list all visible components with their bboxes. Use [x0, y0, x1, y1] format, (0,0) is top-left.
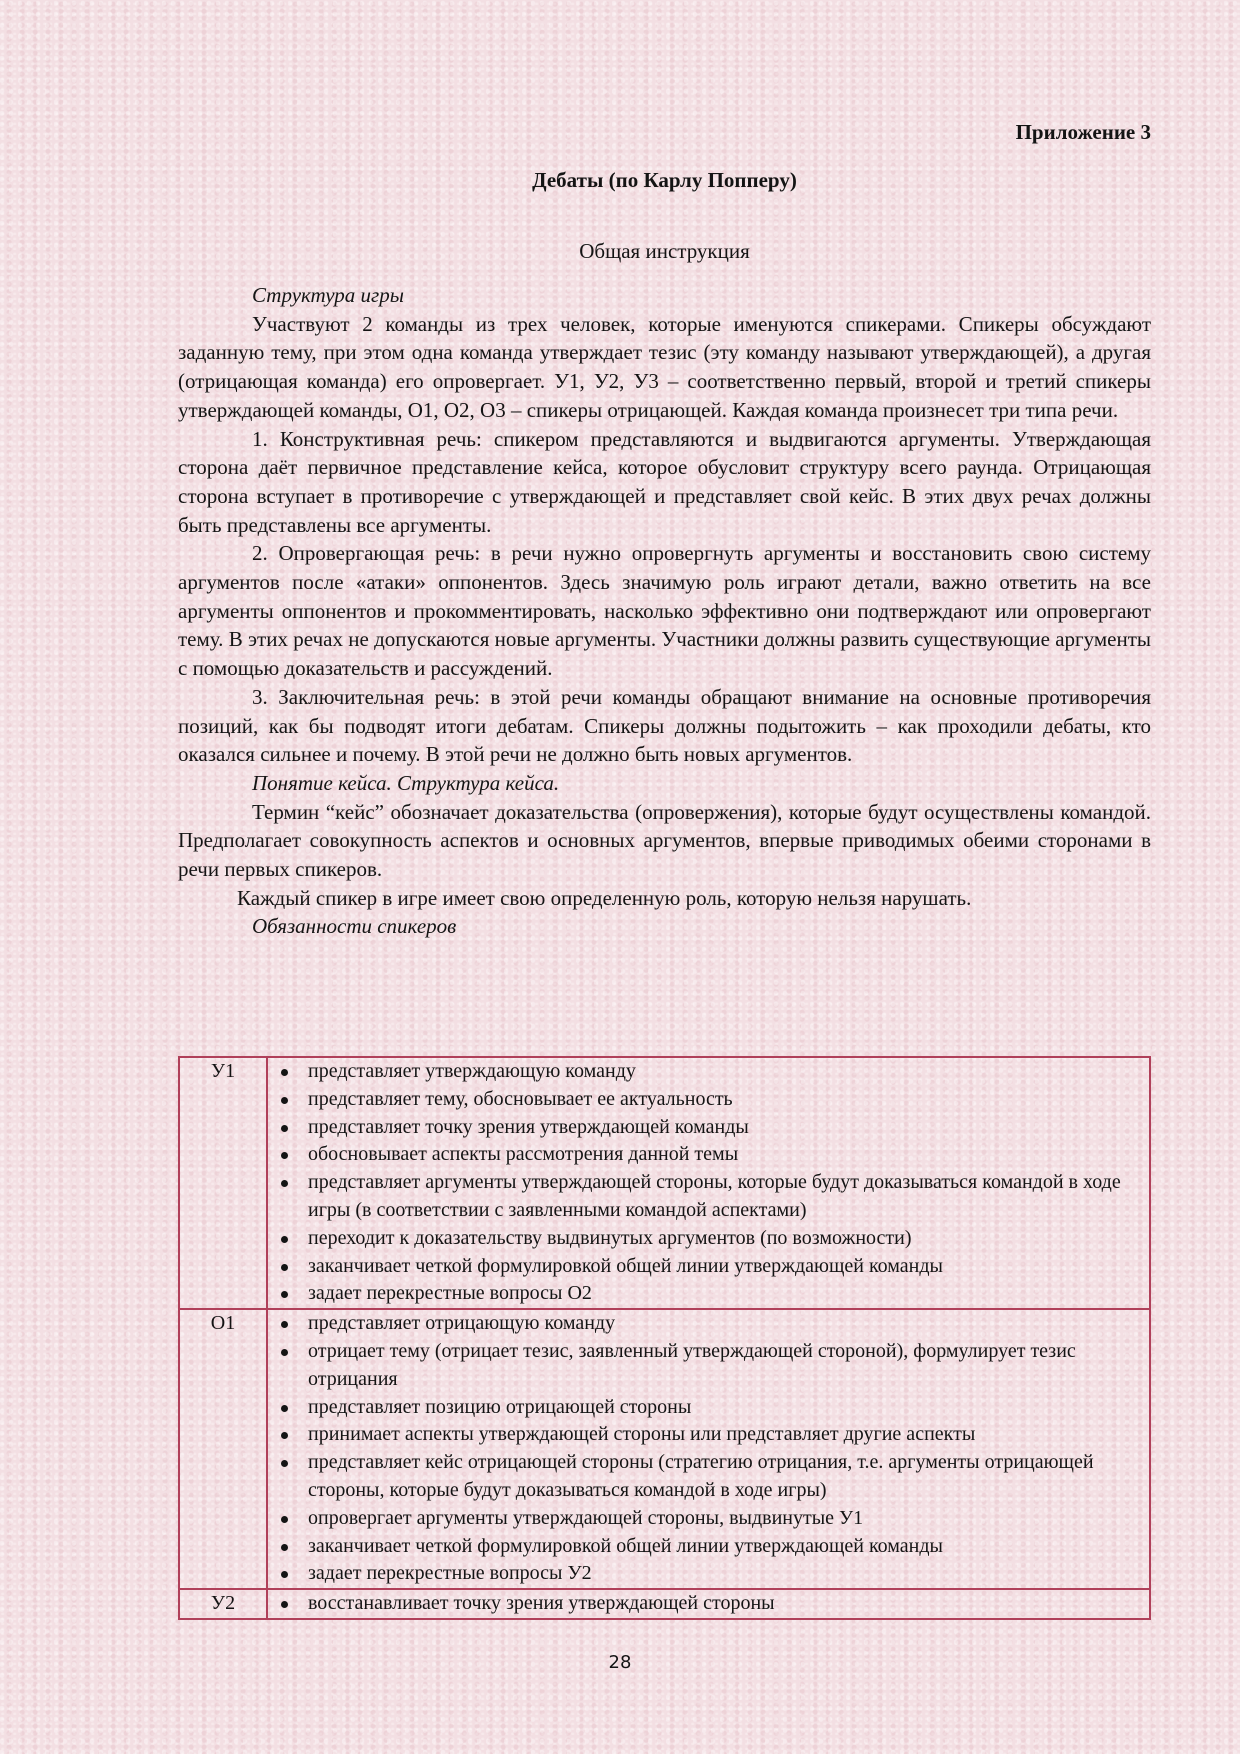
list-item: заканчивает четкой формулировкой общей линии утверждающей команды — [268, 1253, 1149, 1281]
list-item: опровергает аргументы утверждающей стороны, выдвинутые У1 — [268, 1505, 1149, 1533]
appendix-label: Приложение 3 — [1015, 120, 1151, 144]
list-item: представляет позицию отрицающей стороны — [268, 1394, 1149, 1422]
speaker-duties-cell — [267, 1589, 1150, 1619]
list-item: задает перекрестные вопросы О2 — [268, 1280, 1149, 1308]
list-item: принимает аспекты утверждающей стороны или представляет другие аспекты — [268, 1421, 1149, 1449]
list-item: представляет аргументы утверждающей стороны, которые будут доказываться командой в ходе игры (в соответствии с заявленными командой аспектами) — [268, 1169, 1149, 1225]
section-subtitle: Общая инструкция — [579, 239, 750, 263]
list-item: представляет точку зрения утверждающей команды — [268, 1114, 1149, 1142]
heading-case-concept: Понятие кейса. Структура кейса. — [252, 770, 560, 795]
speaker-role-cell: У2 — [179, 1589, 267, 1619]
speaker-role-cell: О1 — [179, 1309, 267, 1589]
paragraph-rebuttal-speech: 2. Опровергающая речь: в речи нужно опровергнуть аргументы и восстановить свою систему аргументов после «атаки» оппонентов. Здесь значимую роль играют детали, важно ответить на все аргументы оппонентов и прокомментировать, насколько эффективно они подтверждают или опровергают тему. В этих речах не допускаются новые аргументы. Участники должны развить существующие аргументы с помощью доказательств и рассуждений. — [178, 541, 1151, 681]
list-item: обосновывает аспекты рассмотрения данной темы — [268, 1141, 1149, 1169]
paragraph-case-definition: Термин “кейс” обозначает доказательства (опровержения), которые будут осуществлены командой. Предполагает совокупность аспектов и основных аргументов, впервые приводимых обеими сторонами в речи первых спикеров. — [178, 799, 1151, 882]
paragraph-closing-speech: 3. Заключительная речь: в этой речи команды обращают внимание на основные противоречия позиций, как бы подводят итоги дебатам. Спикеры должны подытожить – как проходили дебаты, кто оказался сильнее и почему. В этой речи не должно быть новых аргументов. — [178, 684, 1151, 767]
list-item: задает перекрестные вопросы У2 — [268, 1560, 1149, 1588]
list-item: отрицает тему (отрицает тезис, заявленный утверждающей стороной), формулирует тезис отрицания — [268, 1338, 1149, 1394]
duties-list — [268, 1058, 1149, 1308]
list-item: восстанавливает точку зрения утверждающей стороны — [268, 1590, 1149, 1618]
speaker-duties-cell — [267, 1309, 1150, 1589]
paragraph-speaker-roles: Каждый спикер в игре имеет свою определенную роль, которую нельзя нарушать. — [237, 885, 972, 910]
speaker-duties-table — [178, 1056, 1151, 1620]
list-item: представляет отрицающую команду — [268, 1310, 1149, 1338]
duties-list — [268, 1310, 1149, 1588]
paragraph-constructive-speech: 1. Конструктивная речь: спикером представляются и выдвигаются аргументы. Утверждающая сторона даёт первичное представление кейса, которое обусловит структуру всего раунда. Отрицающая сторона вступает в противоречие с утверждающей и представляет свой кейс. В этих двух речах должны быть представлены все аргументы. — [178, 426, 1151, 537]
speaker-role-cell: У1 — [179, 1057, 267, 1309]
list-item: представляет кейс отрицающей стороны (стратегию отрицания, т.е. аргументы отрицающей стороны, которые будут доказываться командой в ходе игры) — [268, 1449, 1149, 1505]
heading-game-structure: Структура игры — [252, 283, 404, 307]
body-text — [178, 281, 1151, 941]
heading-speaker-duties: Обязанности спикеров — [252, 914, 457, 939]
table-row — [179, 1589, 1150, 1619]
table-row — [179, 1057, 1150, 1309]
speaker-duties-cell — [267, 1057, 1150, 1309]
paragraph-intro: Участвуют 2 команды из трех человек, которые именуются спикерами. Спикеры обсуждают заданную тему, при этом одна команда утверждает тезис (эту команду называют утверждающей), а другая (отрицающая команда) его опровергает. У1, У2, У3 – соответственно первый, второй и третий спикеры утверждающей команды, О1, О2, О3 – спикеры отрицающей. Каждая команда произнесет три типа речи. — [178, 311, 1151, 422]
list-item: представляет утверждающую команду — [268, 1058, 1149, 1086]
duties-list — [268, 1590, 1149, 1618]
list-item: заканчивает четкой формулировкой общей линии утверждающей команды — [268, 1533, 1149, 1561]
table-row — [179, 1309, 1150, 1589]
page-number: 28 — [608, 1652, 632, 1673]
list-item: переходит к доказательству выдвинутых аргументов (по возможности) — [268, 1225, 1149, 1253]
list-item: представляет тему, обосновывает ее актуальность — [268, 1086, 1149, 1114]
page-title: Дебаты (по Карлу Попперу) — [532, 168, 797, 192]
